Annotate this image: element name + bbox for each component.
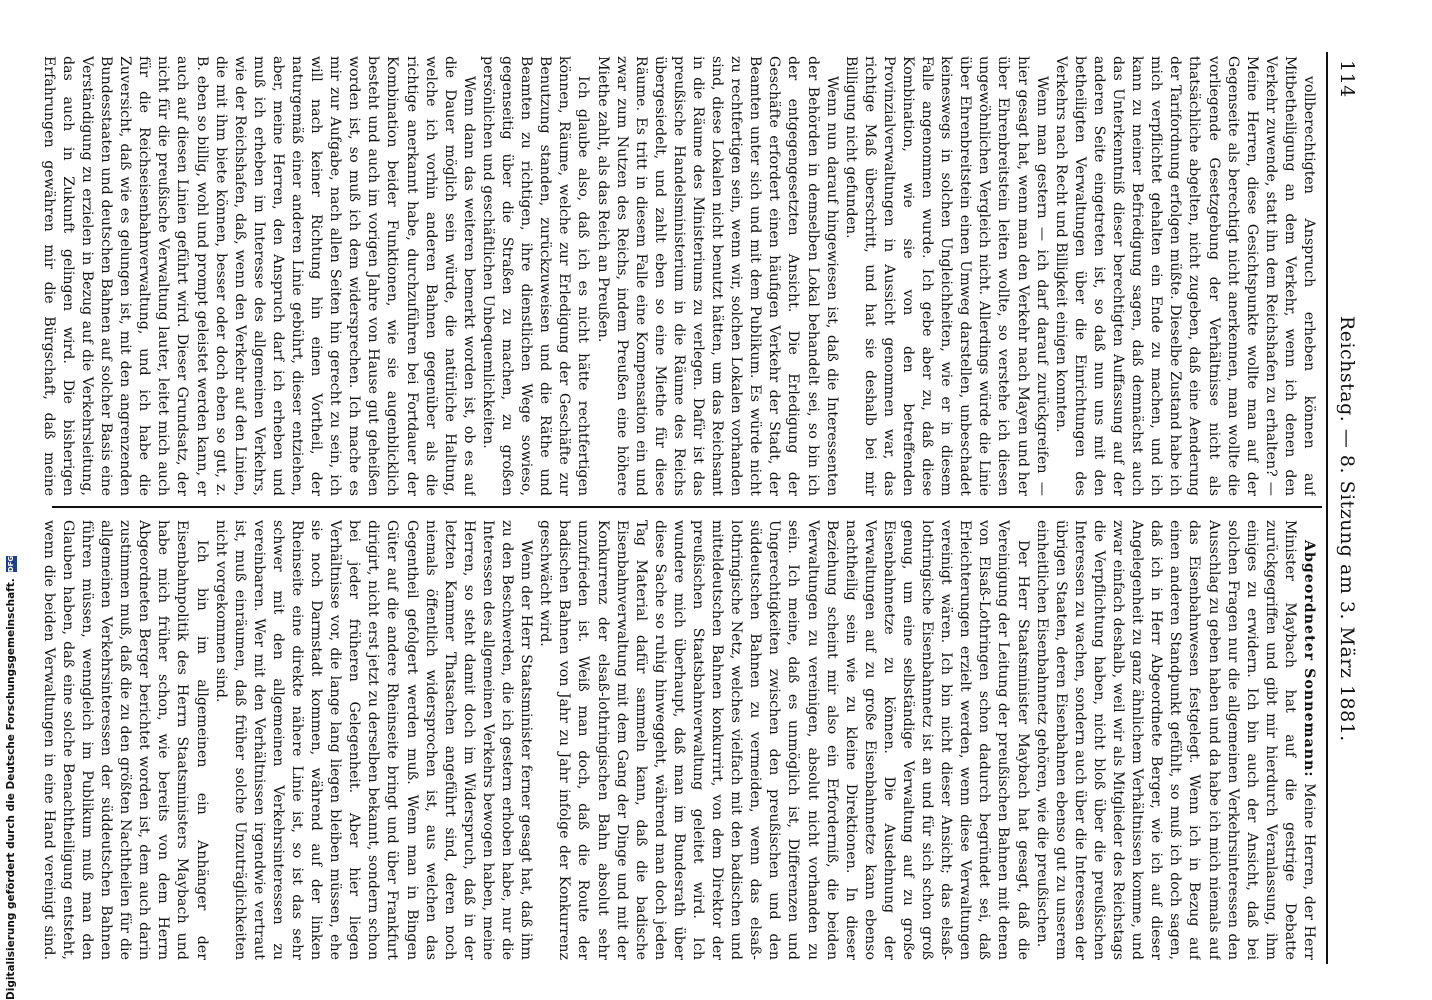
document-page xyxy=(10,0,1370,1000)
column-divider xyxy=(52,506,1322,508)
running-head-title: Reichstag. — 8. Sitzung am 3. März 1881. xyxy=(1336,315,1358,742)
paragraph xyxy=(478,56,593,496)
left-column xyxy=(38,56,1318,496)
paragraph-text: Ich glaube also, daß ich es nicht hätte rechtfertigen können, Räume, welche zur Erledigung der Geschäfte zur Benutzung standen, zurückzuweisen und die Räthe und Beamten zu richtigen, ihre dienstlichen Wege sowieso, gegenseitig über die Straßen zu machen, zu großen persönlichen und geschäftlichen Unbequemlichkeiten. xyxy=(479,56,592,496)
dfg-logo: DFG xyxy=(7,555,15,573)
page-number: 114 xyxy=(1336,60,1358,98)
paragraph-text: Wenn nun darauf hingewiesen ist, daß die Interessenten der Behörden in demselben Lokal behandelt sei, so bin ich der entgegengesetzten Ansicht. Die Erledigung der Geschäfte erfordert einen häufigen Verkehr der Stadt, der Beamten unter sich und mit dem Publikum. Es würde nicht zu rechtfertigen sein, wenn wir, solchen Lokalen vorhanden sind, diese Lokalen nicht benutzt hätten, um das Reichsamt in die Räume des Ministeriums zu verlegen. Dafür ist das preußische Handelsministerium in die Räume des Reichs übergesiedelt, und zahlt eben so eine Miethe für diese Räume. Es tritt in diesem Falle eine Kompensation ein und zwar zum Nutzen des Reichs, indem Preußen eine höhere Miethe zahlt, als das Reich an Preußen. xyxy=(594,56,840,496)
paragraph xyxy=(1051,56,1318,496)
running-head xyxy=(1332,60,1362,960)
paragraph-text: Wenn dann das weiteren bemerkt worden ist, ob es auf die Dauer möglich sein würde, die natürliche Haltung, welche ich vorhin anderen Bahnen gegenüber als die richtige anerkannt habe, durchzuführen bei Fortdauer der Kombination beider Funktionen, wie sie augenblicklich besteht und auch im vorigen Jahre von Hause gut geheißen worden ist, so muß ich dem widersprechen. Ich mache es mir zur Aufgabe, nach allen Seiten hin gerecht zu sein, ich will nach keiner Richtung hin einen Vortheil, der naturgemäß einer anderen Linie gebührt, dieser entziehen, aber, meine Herren, den Anspruch darf ich erheben und muß ich erheben im Interesse des allgemeinen Verkehrs, wie der Reichshafen, daß, wenn den Verkehr auf den Linien, die mit ihm biete können, besser oder doch eben so gut, z. B. eben so billig, wohl und prompt geleistet werden kann, er auch auf diesen Linien geführt wird. Dieser Grundsatz, der nicht für die preußische Verwaltung lauter, leitet mich auch für die Reichseisenbahnverwaltung, und ich habe die Zuversicht, daß wie es gelungen ist, mit den angrenzenden Bundesstaaten und deutschen Bahnen auf solcher Basis eine Verständigung zu erzielen in Bezug auf die Verkehrsleitung, das auch in Zukunft gelingen wird. Die bisherigen Erfahrungen gewähren mir die Bürgschaft, daß meine xyxy=(40,56,477,496)
scanned-page xyxy=(10,0,1370,1000)
paragraph xyxy=(535,520,1031,960)
paragraph xyxy=(38,520,211,960)
digitization-credit-text: Digitalisierung gefördert durch die Deutsche Forschungsgemeinschaft. xyxy=(5,578,17,1000)
paragraph xyxy=(592,56,840,496)
paragraph-text: Wenn man gestern — ich darf darauf zurückgreifen — hier gesagt hat, wenn man den Verkehr nach Mayen und her über Ehrenbreitstein leiten wollte, so verstehe ich diesen ungewöhnlichen Vergleich nicht. Allerdings würde die Linie über Ehrenbreitstein einen Umweg darstellen, unbeschadet keineswegs in solchen Ungleichheiten, wie er in diesem Falle angenommen wurde. Ich gebe aber zu, daß diese Kombination, wie sie von den betreffenden Provinzialverwaltungen in Aussicht genommen war, das richtige Maß überschritt, und hat sie deshalb bei mir Billigung nicht gefunden. xyxy=(842,56,1050,496)
header-rule xyxy=(1326,52,1328,964)
right-column xyxy=(38,520,1318,960)
paragraph-text: Meine Herren, der Herr Minister Maybach hat auf die gestrige Debatte zurückgegriffen und gibt mir hierdurch Veranlassung, ihm einiges zu erwidern. Ich bin auch der Ansicht, daß bei solchen Fragen nur die allgemeinen Verkehrsinteressen den Ausschlag zu geben haben und da habe ich mich niemals auf das Eisenbahnwesen festgelegt. Wenn ich in Bezug auf einen anderen Standpunkt gefühlt, so muß ich doch sagen, daß ich in Herr Abgeordnete Berger, wie ich auf dieser Angelegenheit zu ganz ähnlichem Verhältnissen komme, und zwar einfach deshalb, weil wir als Mitglieder des Reichstags die Verpflichtung haben, nicht bloß über die preußischen Interessen zu wachen, sondern auch über die Interessen der übrigen Staaten, deren Eisenbahnen ebenso gut zu unserem einheitlichen Eisenbahnnetz gehören, wie die preußischen. xyxy=(1033,520,1317,960)
paragraph xyxy=(211,520,536,960)
speaker-name: Abgeordneter Sonnemann: xyxy=(1301,540,1317,778)
paragraph xyxy=(1032,520,1318,960)
paragraph-text: Der Herr Staatsminister Maybach hat gesagt, daß die Vereinigung der Leitung der preußischen Bahnen mit denen von Elsaß-Lothringen schon dadurch begründet sei, daß Erleichterungen erzielt werden, wenn diese Verwaltungen vereinigt wären. Ich bin nicht dieser Ansicht; das elsaß-lothringische Eisenbahnnetz ist an und für sich schon groß genug, um eine selbständige Verwaltung auf zu große Eisenbahnnetze zu können. Die Ausdehnung der Verwaltungen auf zu große Eisenbahnnetze kann ebenso nachtheilig sein wie zu kleine Direktionen. In dieser Beziehung scheint mir also ein Erforderniß, die beiden Verwaltungen zu vereinigen, absolut nicht vorhanden zu sein. Ich meine, daß es unmöglich ist, Differenzen und Ungerechtigkeiten zwischen den preußischen und den süddeutschen Bahnen zu vermeiden, wenn das elsaß-lothringische Netz, welches vielfach mit den badischen und mitteldeutschen Bahnen konkurrirt, von dem Direktor der preußischen Staatsbahnverwaltung geleitet wird. Ich wundere mich überhaupt, daß man im Bundesrath über diese Sache so ruhig hinweggeht, während man doch jeden Tag Material dafür sammeln kann, daß die badische Eisenbahnverwaltung mit dem Gang der Dinge und mit der Konkurrenz der elsaß-lothringischen Bahn absolut sehr unzufrieden ist. Weiß man doch, daß die Route der badischen Bahnen von Jahr zu Jahr infolge der Konkurrenz geschwächt wird. xyxy=(537,520,1031,960)
paragraph xyxy=(38,56,478,496)
paragraph-text: vollberechtigten Anspruch erheben können auf Mitbetheiligung an dem Verkehr, wenn ich denen den Verkehr zuwende, statt ihn dem Reichshafen zu erhalten? — Meine Herren, diese Gesichtspunkte wollte man auf der Gegenseite als berechtigt nicht anerkennen, man wollte die vorliegende Gesetzgebung der Verhältnisse nicht als thatsächliche abgelten, nicht zugeben, daß eine Aenderung der Tarifordnung erfolgen müßte. Dieselbe Zustand habe ich mich verpflichtet gehalten ein Ende zu machen, und ich kann zu meiner Befriedigung sagen, daß demnächst auch das Unterkenntniß dieser berechtigten Auffassung auf der anderen Seite eingetreten ist, so daß nun uns mit den betheiligten Verwaltungen über die Einrichtungen des Verkehrs nach Recht und Billigkeit einigen konnten. xyxy=(1052,56,1317,496)
paragraph-text: Ich bin im allgemeinen ein Anhänger der Eisenbahnpolitik des Herrn Staatsministers Maybach und habe mich früher schon, wie bereits von dem Herrn Abgeordneten Berger berichtet worden ist, dem auch darin zustimmen muß, daß die zu den größten Nachtheilen für die allgemeinen Verkehrsinteressen der süddeutschen Bahnen führen müssen, wenngleich im Publikum muß man den Glauben haben, daß eine solche Benachtheiligung entsteht, wenn die beiden Verwaltungen in eine Hand vereinigt sind. xyxy=(40,520,210,960)
paragraph xyxy=(841,56,1051,496)
paragraph-text: Wenn der Herr Staatsminister ferner gesagt hat, daß ihm zu den Beschwerden, die ich gestern erhoben habe, nur die Interessen des allgemeinen Verkehrs bewogen haben, meine Herren, so steht damit doch im Widerspruch, daß in der letzten Kammer Thatsachen angeführt sind, deren noch niemals öffentlich widersprochen ist, aus welchen das Gegentheil gefolgert werden muß. Wenn man in Bingen Güter auf die andere Rheinseite bringt und über Frankfurt dirigirt, nicht erst jetzt zu derselben bekannt, sondern schon bei jeder früheren Gelegenheit. Aber hier liegen Verhältnisse vor, die lange lang liegen bleiben müssen, ehe sie noch Darmstadt kommen, während auf der linken Rheinseite eine direkte nähere Linie ist, so ist das sehr schwer mit den allgemeinen Verkehrsinteressen zu vereinbaren. Wer mit den Verhältnissen irgendwie vertraut ist, muß einräumen, daß früher solche Unzuträglichkeiten nicht vorgekommen sind. xyxy=(212,520,535,960)
